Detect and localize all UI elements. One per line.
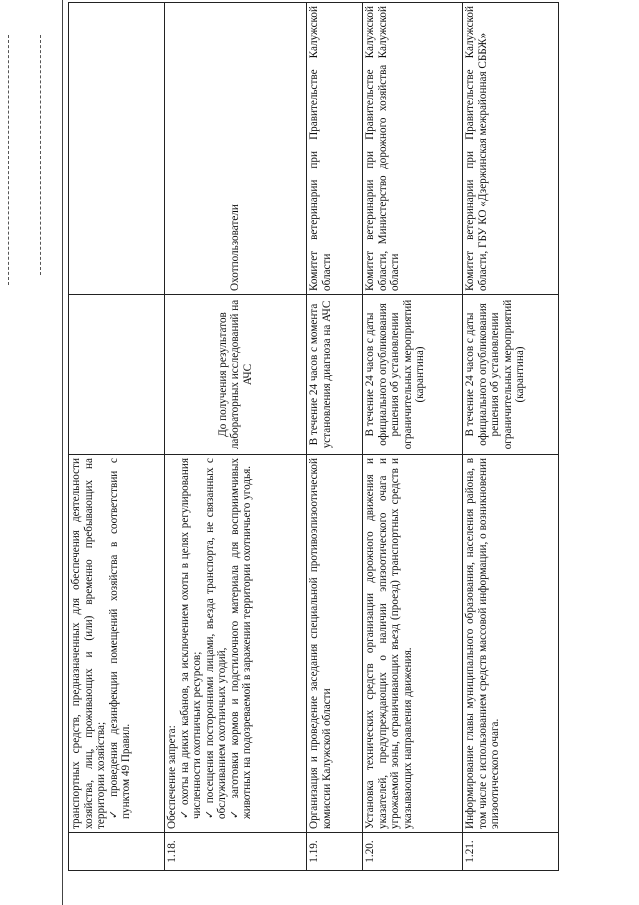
executor-cell — [69, 3, 165, 295]
table-row — [69, 3, 165, 871]
measure-cell — [363, 455, 463, 833]
table-row — [165, 3, 307, 871]
scan-artifact-line — [8, 35, 9, 285]
table-row — [363, 3, 463, 871]
measure-cell — [69, 455, 165, 833]
measure-text: ✓ заготовки кормов и подстилочного материала для восприимчивых животных на подозреваемой в заражении территории охотничьего угодья. — [228, 458, 254, 819]
measure-cell — [307, 455, 363, 833]
row-number: 1.21. — [463, 833, 559, 871]
deadline-cell: В течение 24 часов с даты официального опубликования решения об установлении ограничительных мероприятий (карантина) — [463, 295, 559, 455]
measure-text: ✓ проведения дезинфекции помещений хозяйства в соответствии с пунктом 49 Правил. — [107, 458, 133, 819]
measures-table — [68, 2, 559, 871]
executor-cell: Охотпользователи — [165, 3, 307, 295]
deadline-cell: До получения результатов лабораторных исследований на АЧС — [165, 295, 307, 455]
measure-text: Информирование главы муниципального образования, населения района, в том числе с использованием средств массовой информации, о возникновении эпизоотического очага. — [464, 458, 502, 829]
measure-cell — [463, 455, 559, 833]
row-number: 1.18. — [165, 833, 307, 871]
row-number — [69, 833, 165, 871]
row-number: 1.19. — [307, 833, 363, 871]
deadline-cell: В течение 24 часов с даты официального опубликования решения об установлении ограничительных мероприятий (карантина) — [363, 295, 463, 455]
measure-text: транспортных средств, предназначенных для обеспечения деятельности хозяйства, лиц, проживающих и (или) временно пребывающих на территории хозяйства; — [70, 458, 108, 829]
row-number: 1.20. — [363, 833, 463, 871]
deadline-cell: В течение 24 часов с момента установления диагноза на АЧС — [307, 295, 363, 455]
measure-cell — [165, 455, 307, 833]
table-row — [307, 3, 363, 871]
deadline-cell — [69, 295, 165, 455]
measure-text: ✓ охоты на диких кабанов, за исключением охоты в целях регулирования численности охотничьих ресурсов; — [178, 458, 204, 819]
measure-text: Обеспечение запрета: — [166, 725, 178, 829]
table-row — [463, 3, 559, 871]
measure-text: Установка технических средств организации дорожного движения и указателей, предупреждающих о наличии эпизоотического очага и угрожаемой зоны, ограничивающих въезд (проезд) транспортных средств и указывающих направления движения. — [364, 458, 414, 829]
executor-cell: Комитет ветеринарии при Правительстве Калужской области — [307, 3, 363, 295]
scan-artifact-line — [40, 35, 41, 275]
measure-text: Организация и проведение заседания специальной противоэпизоотической комиссии Калужской области — [308, 458, 333, 829]
measure-text: ✓ посещения посторонними лицами, въезда транспорта, не связанных с обслуживанием охотничьих угодий, — [203, 458, 229, 819]
executor-cell: Комитет ветеринарии при Правительстве Калужской области, ГБУ КО «Дзержинская межрайонная СББЖ» — [463, 3, 559, 295]
executor-cell: Комитет ветеринарии при Правительстве Калужской области, Министерство дорожного хозяйства Калужской области — [363, 3, 463, 295]
